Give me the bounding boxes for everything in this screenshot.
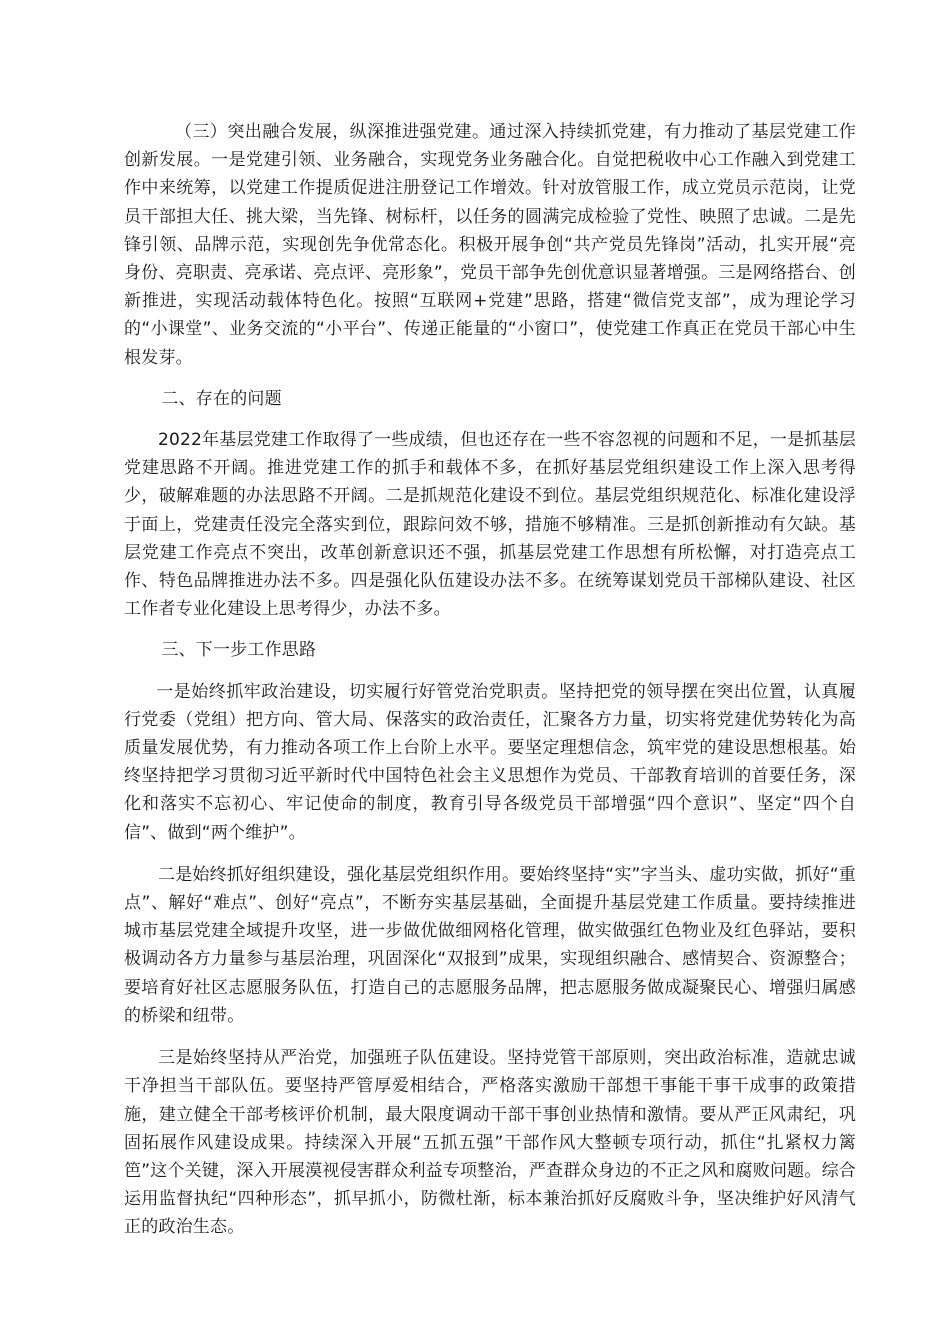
- document-body: [124, 118, 856, 1242]
- heading-existing-problems: 二、存在的问题: [161, 388, 282, 409]
- problems-paragraph: 2022年基层党建工作取得了一些成绩，但也还存在一些不容忽视的问题和不足，一是抓基层党建思路不开阔。推进党建工作的抓手和载体不多，在抓好基层党组织建设工作上深入思考得少，破解难题的办法思路不开阔。二是抓规范化建设不到位。基层党组织规范化、标准化建设浮于面上，党建责任没完全落实到位，跟踪问效不够，措施不够精准。三是抓创新推动有欠缺。基层党建工作亮点不突出，改革创新意识还不强，抓基层党建工作思想有所松懈，对打造亮点工作、特色品牌推进办法不多。四是强化队伍建设办法不多。在统筹谋划党员干部梯队建设、社区工作者专业化建设上思考得少，办法不多。: [124, 430, 856, 620]
- plan-two-paragraph: 二是始终抓好组织建设，强化基层党组织作用。要始终坚持“实”字当头、虚功实做，抓好“重点”、解好“难点”、创好“亮点”，不断夯实基层基础，全面提升基层党建工作质量。要持续推进城市基层党建全域提升攻坚，进一步做优做细网格化管理，做实做强红色物业及红色驿站，要积极调动各方力量参与基层治理，巩固深化“双报到”成果，实现组织融合、感情契合、资源整合；要培育好社区志愿服务队伍，打造自己的志愿服务品牌，把志愿服务做成凝聚民心、增强归属感的桥梁和纽带。: [124, 864, 856, 1026]
- section-three-paragraph: （三）突出融合发展，纵深推进强党建。通过深入持续抓党建，有力推动了基层党建工作创新发展。一是党建引领、业务融合，实现党务业务融合化。自觉把税收中心工作融入到党建工作中来统筹，以党建工作提质促进注册登记工作增效。针对放管服工作，成立党员示范岗，让党员干部担大任、挑大梁，当先锋、树标杆，以任务的圆满完成检验了党性、映照了忠诚。二是先锋引领、品牌示范，实现创先争优常态化。积极开展争创“共产党员先锋岗”活动，扎实开展“亮身份、亮职责、亮承诺、亮点评、亮形象”，党员干部争先创优意识显著增强。三是网络搭台、创新推进，实现活动载体特色化。按照“互联网+党建”思路，搭建“微信党支部”，成为理论学习的“小课堂”、业务交流的“小平台”、传递正能量的“小窗口”，使党建工作真正在党员干部心中生根发芽。: [124, 122, 856, 368]
- plan-one-paragraph: 一是始终抓牢政治建设，切实履行好管党治党职责。坚持把党的领导摆在突出位置，认真履行党委（党组）把方向、管大局、保落实的政治责任，汇聚各方力量，切实将党建优势转化为高质量发展优势，有力推动各项工作上台阶上水平。要坚定理想信念，筑牢党的建设思想根基。始终坚持把学习贯彻习近平新时代中国特色社会主义思想作为党员、干部教育培训的首要任务，深化和落实不忘初心、牢记使命的制度，教育引导各级党员干部增强“四个意识”、坚定“四个自信”、做到“两个维护”。: [124, 681, 856, 843]
- heading-next-steps: 三、下一步工作思路: [161, 640, 317, 661]
- plan-three-paragraph: 三是始终坚持从严治党，加强班子队伍建设。坚持党管干部原则，突出政治标准，造就忠诚干净担当干部队伍。要坚持严管厚爱相结合，严格落实激励干部想干事能干事干成事的政策措施，建立健全干部考核评价机制，最大限度调动干部干事创业热情和激情。要从严正风肃纪，巩固拓展作风建设成果。持续深入开展“五抓五强”干部作风大整顿专项行动，抓住“扎紧权力篱笆”这个关键，深入开展漠视侵害群众利益专项整治，严查群众身边的不正之风和腐败问题。综合运用监督执纪“四种形态”，抓早抓小，防微杜渐，标本兼治抓好反腐败斗争，坚决维护好风清气正的政治生态。: [124, 1048, 856, 1238]
